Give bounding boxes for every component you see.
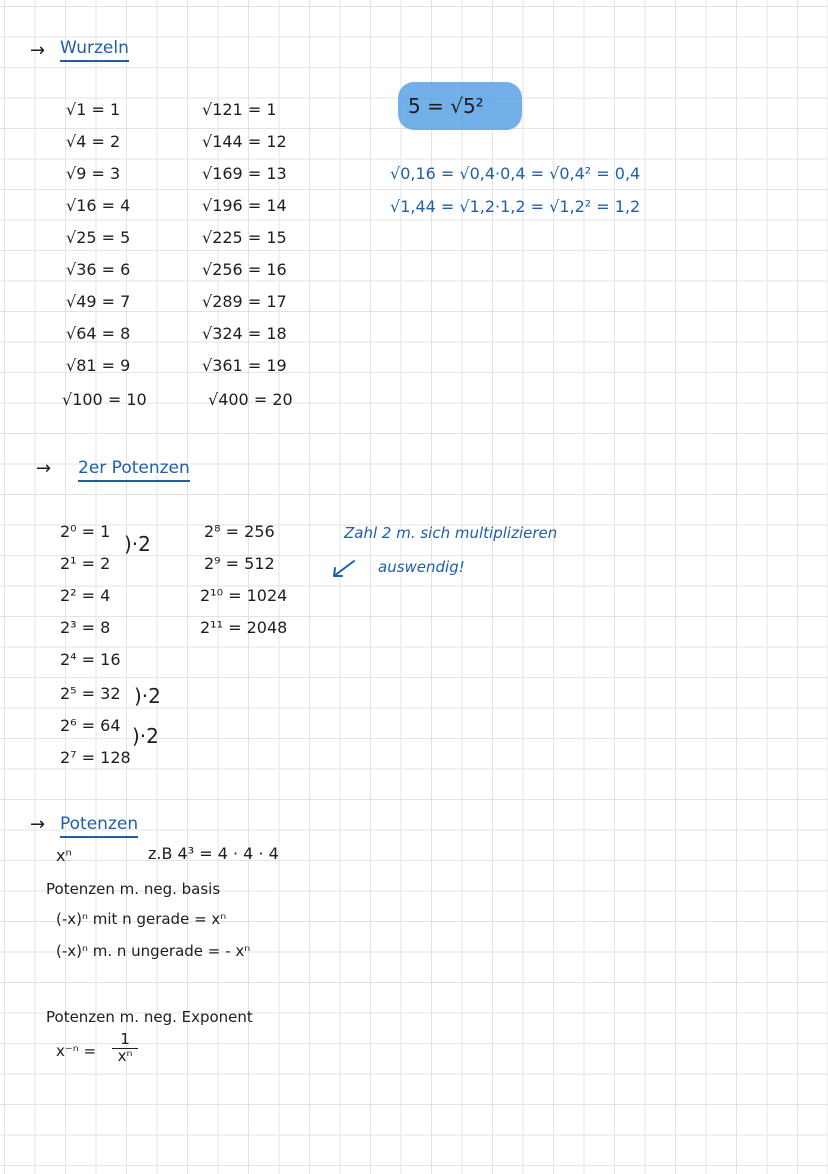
power-row: 2² = 4 [60,586,111,605]
root-row: √49 = 7 [66,292,131,311]
power-row: 2⁷ = 128 [60,748,131,767]
neg-basis-even: (-x)ⁿ mit n gerade = xⁿ [56,910,227,928]
neg-exponent-fraction [112,1032,138,1065]
root-row: √144 = 12 [202,132,287,151]
root-row: √1 = 1 [66,100,121,119]
power-row: 2⁴ = 16 [60,650,121,669]
root-row: √289 = 17 [202,292,287,311]
root-row: √100 = 10 [62,390,147,409]
pointer-arrow-icon [330,558,356,580]
root-row: √16 = 4 [66,196,131,215]
xn-notation: xⁿ [56,846,72,865]
double-brace-3: )·2 [132,724,159,748]
memorize-note-line-2: auswendig! [378,558,465,576]
power-row: 2⁵ = 32 [60,684,121,703]
root-row: √81 = 9 [66,356,131,375]
power-row: 2¹ = 2 [60,554,111,573]
root-row: √324 = 18 [202,324,287,343]
neg-exponent-lhs: x⁻ⁿ = [56,1042,97,1060]
potenzen-arrow: → [30,814,46,835]
root-row: √4 = 2 [66,132,121,151]
root-row: √25 = 5 [66,228,131,247]
double-brace-2: )·2 [134,684,161,708]
zweier-arrow: → [36,458,52,479]
wurzeln-arrow: → [30,40,46,61]
power-row: 2³ = 8 [60,618,111,637]
root-row: √121 = 1 [202,100,277,119]
root-row: √225 = 15 [202,228,287,247]
power-row: 2⁸ = 256 [204,522,275,541]
power-example: z.B 4³ = 4 · 4 · 4 [148,844,279,863]
root-row: √9 = 3 [66,164,121,183]
power-row: 2⁰ = 1 [60,522,111,541]
power-row: 2⁹ = 512 [204,554,275,573]
memorize-note-line-1: Zahl 2 m. sich multiplizieren [344,524,558,542]
root-row: √256 = 16 [202,260,287,279]
fraction-denominator: xⁿ [117,1046,133,1065]
power-row: 2⁶ = 64 [60,716,121,735]
decimal-root-line-2: √1,44 = √1,2·1,2 = √1,2² = 1,2 [390,197,641,216]
root-row: √64 = 8 [66,324,131,343]
root-row: √196 = 14 [202,196,287,215]
neg-basis-odd: (-x)ⁿ m. n ungerade = - xⁿ [56,942,251,960]
wurzeln-heading: Wurzeln [60,40,129,62]
highlighted-formula: 5 = √5² [408,94,484,118]
potenzen-heading: Potenzen [60,816,138,838]
neg-basis-title: Potenzen m. neg. basis [46,880,221,898]
fraction-numerator: 1 [120,1030,130,1048]
double-brace-1: )·2 [124,532,151,556]
root-row: √361 = 19 [202,356,287,375]
root-row: √169 = 13 [202,164,287,183]
root-row: √36 = 6 [66,260,131,279]
neg-exponent-title: Potenzen m. neg. Exponent [46,1008,253,1026]
power-row: 2¹¹ = 2048 [200,618,288,637]
power-row: 2¹⁰ = 1024 [200,586,288,605]
root-row: √400 = 20 [208,390,293,409]
decimal-root-line-1: √0,16 = √0,4·0,4 = √0,4² = 0,4 [390,164,641,183]
zweier-heading: 2er Potenzen [78,460,190,482]
